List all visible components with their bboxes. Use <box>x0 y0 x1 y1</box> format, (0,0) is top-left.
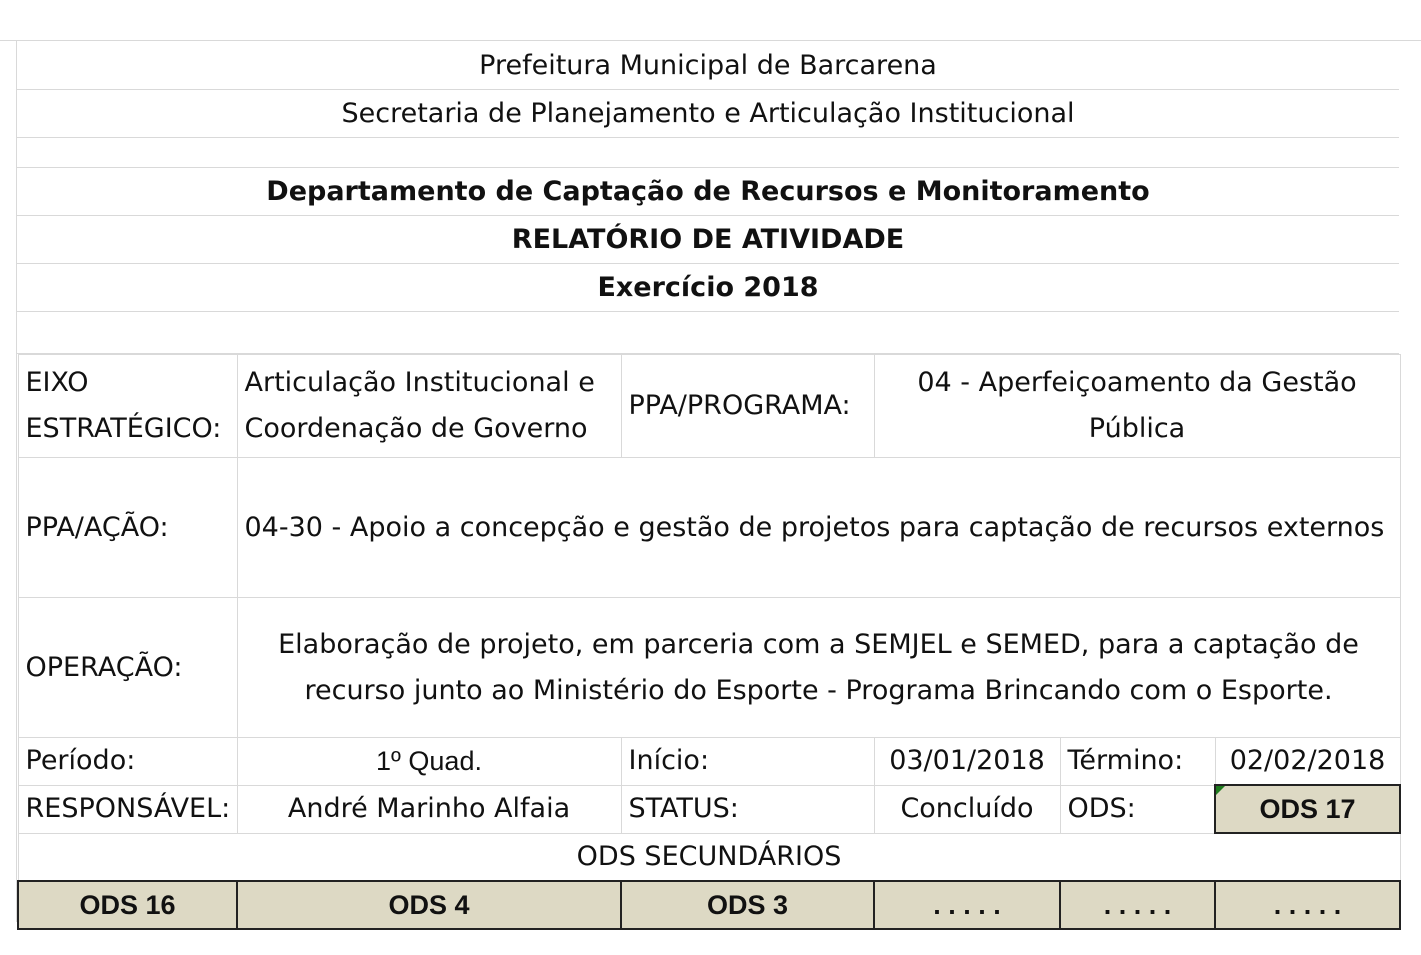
status-value: Concluído <box>874 785 1060 833</box>
inicio-value: 03/01/2018 <box>874 738 1060 786</box>
acao-label: PPA/AÇÃO: <box>18 458 237 598</box>
sheet-top-border <box>0 40 1421 41</box>
ods-secondary-6: . . . . . <box>1215 881 1400 929</box>
header-department: Departamento de Captação de Recursos e Monitoramento <box>17 168 1399 216</box>
termino-value: 02/02/2018 <box>1215 738 1400 786</box>
periodo-value: 1º Quad. <box>237 738 621 786</box>
eixo-label: EIXO ESTRATÉGICO: <box>18 355 237 458</box>
operacao-label: OPERAÇÃO: <box>18 598 237 738</box>
ods-primary-badge <box>1215 785 1400 833</box>
ods-label: ODS: <box>1060 785 1215 833</box>
programa-value: 04 - Aperfeiçoamento da Gestão Pública <box>874 355 1400 458</box>
inicio-label: Início: <box>621 738 874 786</box>
ods-primary-value: ODS 17 <box>1259 794 1356 824</box>
ods-secondary-1: ODS 16 <box>18 881 237 929</box>
termino-label: Término: <box>1060 738 1215 786</box>
eixo-row <box>18 355 1400 458</box>
acao-row <box>18 458 1400 598</box>
responsavel-row <box>18 785 1400 833</box>
ods-secondary-3: ODS 3 <box>621 881 874 929</box>
report-exercise: Exercício 2018 <box>17 264 1399 312</box>
ods-secundarios-row <box>18 881 1400 929</box>
ods-secondary-4: . . . . . <box>874 881 1060 929</box>
ods-secondary-2: ODS 4 <box>237 881 621 929</box>
report-details-table <box>17 354 1401 930</box>
operacao-row <box>18 598 1400 738</box>
acao-value: 04-30 - Apoio a concepção e gestão de projetos para captação de recursos externos <box>237 458 1400 598</box>
spacer-row <box>17 138 1399 168</box>
report-title: RELATÓRIO DE ATIVIDADE <box>17 216 1399 264</box>
operacao-value: Elaboração de projeto, em parceria com a SEMJEL e SEMED, para a captação de recurso junto ao Ministério do Esporte - Programa Brincando com o Esporte. <box>237 598 1400 738</box>
ods-secondary-5: . . . . . <box>1060 881 1215 929</box>
ods-secundarios-title-row <box>18 833 1400 881</box>
responsavel-label: RESPONSÁVEL: <box>18 785 237 833</box>
ods-secundarios-title: ODS SECUNDÁRIOS <box>18 833 1400 881</box>
status-label: STATUS: <box>621 785 874 833</box>
eixo-value: Articulação Institucional e Coordenação de Governo <box>237 355 621 458</box>
spacer-row <box>17 312 1399 354</box>
periodo-label: Período: <box>18 738 237 786</box>
periodo-row <box>18 738 1400 786</box>
programa-label: PPA/PROGRAMA: <box>621 355 874 458</box>
header-secretariat: Secretaria de Planejamento e Articulação Institucional <box>17 90 1399 138</box>
header-municipality: Prefeitura Municipal de Barcarena <box>17 42 1399 90</box>
responsavel-value: André Marinho Alfaia <box>237 785 621 833</box>
cell-comment-marker <box>1216 786 1225 795</box>
